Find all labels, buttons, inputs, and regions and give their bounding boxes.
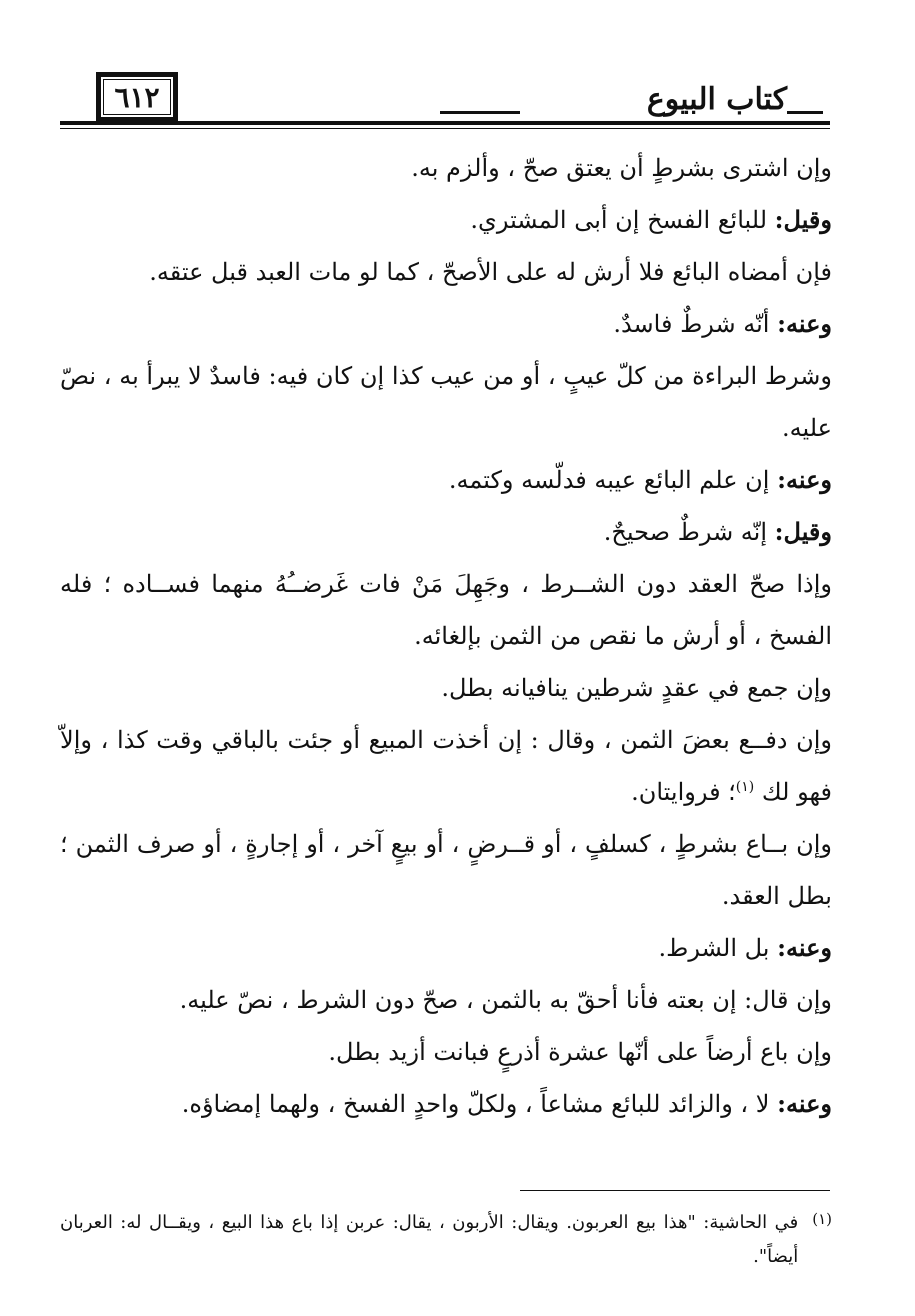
paragraph-text: إن علم البائع عيبه فدلّسه وكتمه. xyxy=(448,466,778,494)
paragraph-9 xyxy=(60,662,832,714)
paragraph-5 xyxy=(60,350,832,454)
footnote-separator xyxy=(520,1190,830,1191)
paragraph-7 xyxy=(60,506,832,558)
paragraph-lead: وعنه: xyxy=(777,309,832,338)
paragraph-lead: وعنه: xyxy=(777,465,832,494)
paragraph-6 xyxy=(60,454,832,506)
paragraph-text: لا ، والزائد للبائع مشاعاً ، ولكلّ واحدٍ الفسخ ، ولهما إمضاؤه. xyxy=(181,1090,778,1118)
page-number: ٦١٢ xyxy=(96,72,178,122)
paragraph-text: بل الشرط. xyxy=(658,934,778,962)
paragraph-lead: وعنه: xyxy=(777,1089,832,1118)
paragraph-2 xyxy=(60,194,832,246)
footnote-marker: (١) xyxy=(812,1210,832,1228)
paragraph-13 xyxy=(60,974,832,1026)
footnote-text: في الحاشية: "هذا بيع العربون. ويقال: الأربون ، يقال: عربن إذا باع هذا البيع ، ويقــال له: العربان أيضاً". xyxy=(60,1212,799,1267)
paragraph-8 xyxy=(60,558,832,662)
paragraph-text: وإذا صحّ العقد دون الشــرط ، وجَهِلَ مَنْ فات غَرضــُهُ منهما فســاده ؛ فله الفسخ ، أو أرش ما نقص من الثمن بإلغائه. xyxy=(60,570,833,650)
header-rule-thick xyxy=(60,121,830,125)
title-rule-left xyxy=(440,111,520,114)
title-rule-right xyxy=(787,111,823,114)
paragraph-lead: وقيل: xyxy=(774,517,832,546)
footnote xyxy=(60,1206,832,1274)
paragraph-text: وإن قال: إن بعته فأنا أحقّ به بالثمن ، صحّ دون الشرط ، نصّ عليه. xyxy=(179,986,832,1014)
paragraph-lead: وعنه: xyxy=(777,933,832,962)
paragraph-12 xyxy=(60,922,832,974)
body-text xyxy=(60,142,832,1130)
paragraph-text: وإن دفــع بعضَ الثمن ، وقال : إن أخذت المبيع أو جئت بالباقي وقت كذا ، وإلاّ فهو لك xyxy=(60,726,832,806)
paragraph-text: وإن بــاع بشرطٍ ، كسلفٍ ، أو قــرضٍ ، أو بيعٍ آخر ، أو إجارةٍ ، أو صرف الثمن ؛ بطل العقد. xyxy=(60,830,832,910)
paragraph-lead: وقيل: xyxy=(774,205,832,234)
paragraph-text: وشرط البراءة من كلّ عيبٍ ، أو من عيب كذا إن كان فيه: فاسدٌ لا يبرأ به ، نصّ عليه. xyxy=(60,362,832,442)
paragraph-tail: ؛ فروايتان. xyxy=(631,778,736,806)
paragraph-15 xyxy=(60,1078,832,1130)
paragraph-text: أنّه شرطٌ فاسدٌ. xyxy=(613,310,778,338)
paragraph-4 xyxy=(60,298,832,350)
paragraph-text: وإن جمع في عقدٍ شرطين ينافيانه بطل. xyxy=(441,674,832,702)
paragraph-text: للبائع الفسخ إن أبى المشتري. xyxy=(470,206,775,234)
paragraph-3 xyxy=(60,246,832,298)
paragraph-10 xyxy=(60,714,832,818)
paragraph-14 xyxy=(60,1026,832,1078)
paragraph-text: وإن اشترى بشرطٍ أن يعتق صحّ ، وألزم به. xyxy=(411,154,832,182)
paragraph-text: وإن باع أرضاً على أنّها عشرة أذرعٍ فبانت أزيد بطل. xyxy=(328,1038,832,1066)
paragraph-11 xyxy=(60,818,832,922)
running-title: كتاب البيوع xyxy=(646,82,787,117)
paragraph-1 xyxy=(60,142,832,194)
footnote-reference: (١) xyxy=(735,779,755,795)
paragraph-text: فإن أمضاه البائع فلا أرش له على الأصحّ ، كما لو مات العبد قبل عتقه. xyxy=(149,258,832,286)
paragraph-text: إنّه شرطٌ صحيحٌ. xyxy=(603,518,775,546)
header-rule-thin xyxy=(60,128,830,129)
